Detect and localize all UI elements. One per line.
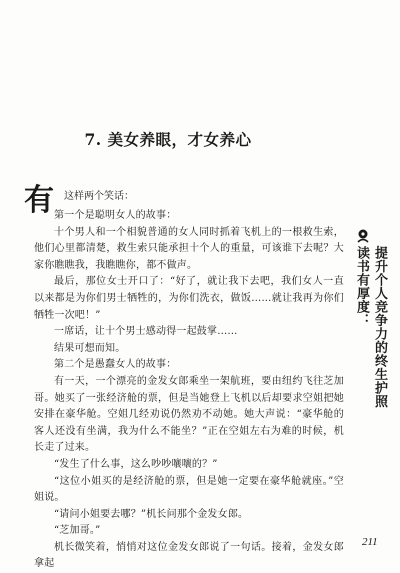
paragraph: 第一个是聪明女人的故事：: [54, 210, 177, 221]
paragraph: “发生了什么事，这么吵吵嚷嚷的？”: [54, 458, 218, 470]
sidebar-book-title: [352, 228, 396, 468]
paragraph: “芝加哥。”: [54, 525, 101, 537]
paragraph: 第二个是愚蠢女人的故事：: [54, 359, 177, 371]
page-number: 211: [362, 536, 378, 548]
drop-cap: 有: [24, 183, 54, 218]
paragraph: 十个男人和一个相貌普通的女人同时抓着飞机上的一根救生索，他们心里都清楚，救生索只能承担十个人的重量，可该谁下去呢？大家你瞧瞧我，我瞧瞧你，都不做声。: [34, 226, 344, 271]
body-text: [34, 208, 344, 573]
paragraph: 结果可想而知。: [54, 342, 126, 354]
paragraph: 最后，那位女士开口了：“好了，就让我下去吧，我们女人一直以来都是为你们男士牺牲的，为你们洗衣，做饭……就让我再为你们牺牲一次吧！”: [34, 276, 344, 321]
paragraph: “这位小姐买的是经济舱的票，但是她一定要在豪华舱就座。”空姐说。: [34, 475, 344, 504]
intro-line: 这样两个笑话：: [64, 191, 134, 202]
ornament-icon: [356, 228, 370, 246]
chapter-title: 7. 美女养眼，才女养心: [84, 130, 252, 149]
paragraph: 一席话，让十个男士感动得一起鼓掌……: [54, 326, 238, 338]
paragraph: 机长微笑着，悄悄对这位金发女郎说了一句话。接着，金发女郎拿起: [34, 541, 344, 570]
paragraph: “请问小姐要去哪？”机长问那个金发女郎。: [54, 508, 249, 520]
sidebar-title-part-1: 读书有厚度：: [354, 246, 369, 327]
paragraph: 有一天，一个漂亮的金发女郎乘坐一架航班，要由纽约飞往芝加哥。她买了一张经济舱的票，但是当她登上飞机以后却要求空姐把她安排在豪华舱。空姐几经劝说仍然劝不动她。她大声说：“豪华舱的客人还没有坐满，我为什么不能坐？”正在空姐左右为难的时候，机长走了过来。: [34, 375, 344, 454]
sidebar-title-part-2: 提升个人竞争力的终生护照: [372, 246, 387, 408]
